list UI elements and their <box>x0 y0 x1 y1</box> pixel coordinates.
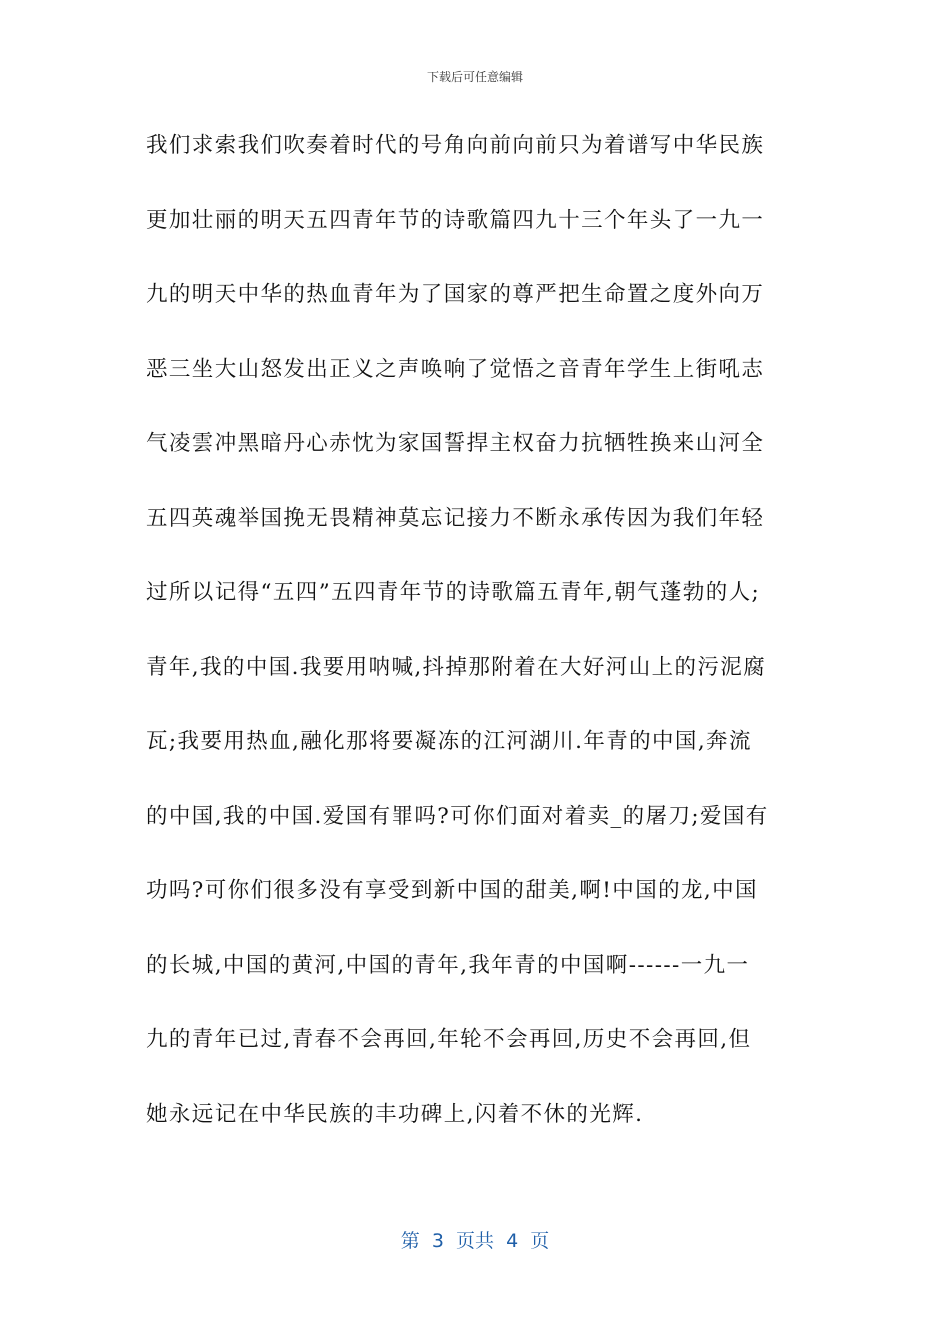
text-line: 她永远记在中华民族的丰功碑上,闪着不休的光辉. <box>146 1101 644 1127</box>
text-line: 九的明天中华的热血青年为了国家的尊严把生命置之度外向万 <box>146 282 765 307</box>
text-line: 恶三坐大山怒发出正义之声唤响了觉悟之音青年学生上街吼志 <box>146 356 765 382</box>
text-line: 九的青年已过,青春不会再回,年轮不会再回,历史不会再回,但 <box>146 1027 752 1052</box>
text-line: 我们求索我们吹奏着时代的号角向前向前只为着谱写中华民族 <box>146 133 765 158</box>
page-number-footer: 第 3 页共 4 页 <box>400 1230 550 1252</box>
text-line: 更加壮丽的明天五四青年节的诗歌篇四九十三个年头了一九一 <box>146 207 765 233</box>
body-text <box>146 128 806 1171</box>
text-line: 的长城,中国的黄河,中国的青年,我年青的中国啊------一九一 <box>146 952 750 978</box>
text-line: 青年,我的中国.我要用呐喊,抖掉那附着在大好河山上的污泥腐 <box>146 654 767 680</box>
text-line: 五四英魂举国挽无畏精神莫忘记接力不断永承传因为我们年轻 <box>146 505 765 531</box>
text-line: 过所以记得“五四”五四青年节的诗歌篇五青年,朝气蓬勃的人; <box>146 580 761 605</box>
text-line: 功吗?可你们很多没有享受到新中国的甜美,啊!中国的龙,中国 <box>146 878 758 903</box>
page-header: 下载后可任意编辑 <box>426 70 523 84</box>
text-line: 瓦;我要用热血,融化那将要凝冻的江河湖川.年青的中国,奔流 <box>146 729 752 754</box>
text-line: 气凌雲冲黑暗丹心赤忱为家国誓捍主权奋力抗牺牲换来山河全 <box>146 431 765 456</box>
text-line: 的中国,我的中国.爱国有罪吗?可你们面对着卖_的屠刀;爱国有 <box>146 803 769 829</box>
